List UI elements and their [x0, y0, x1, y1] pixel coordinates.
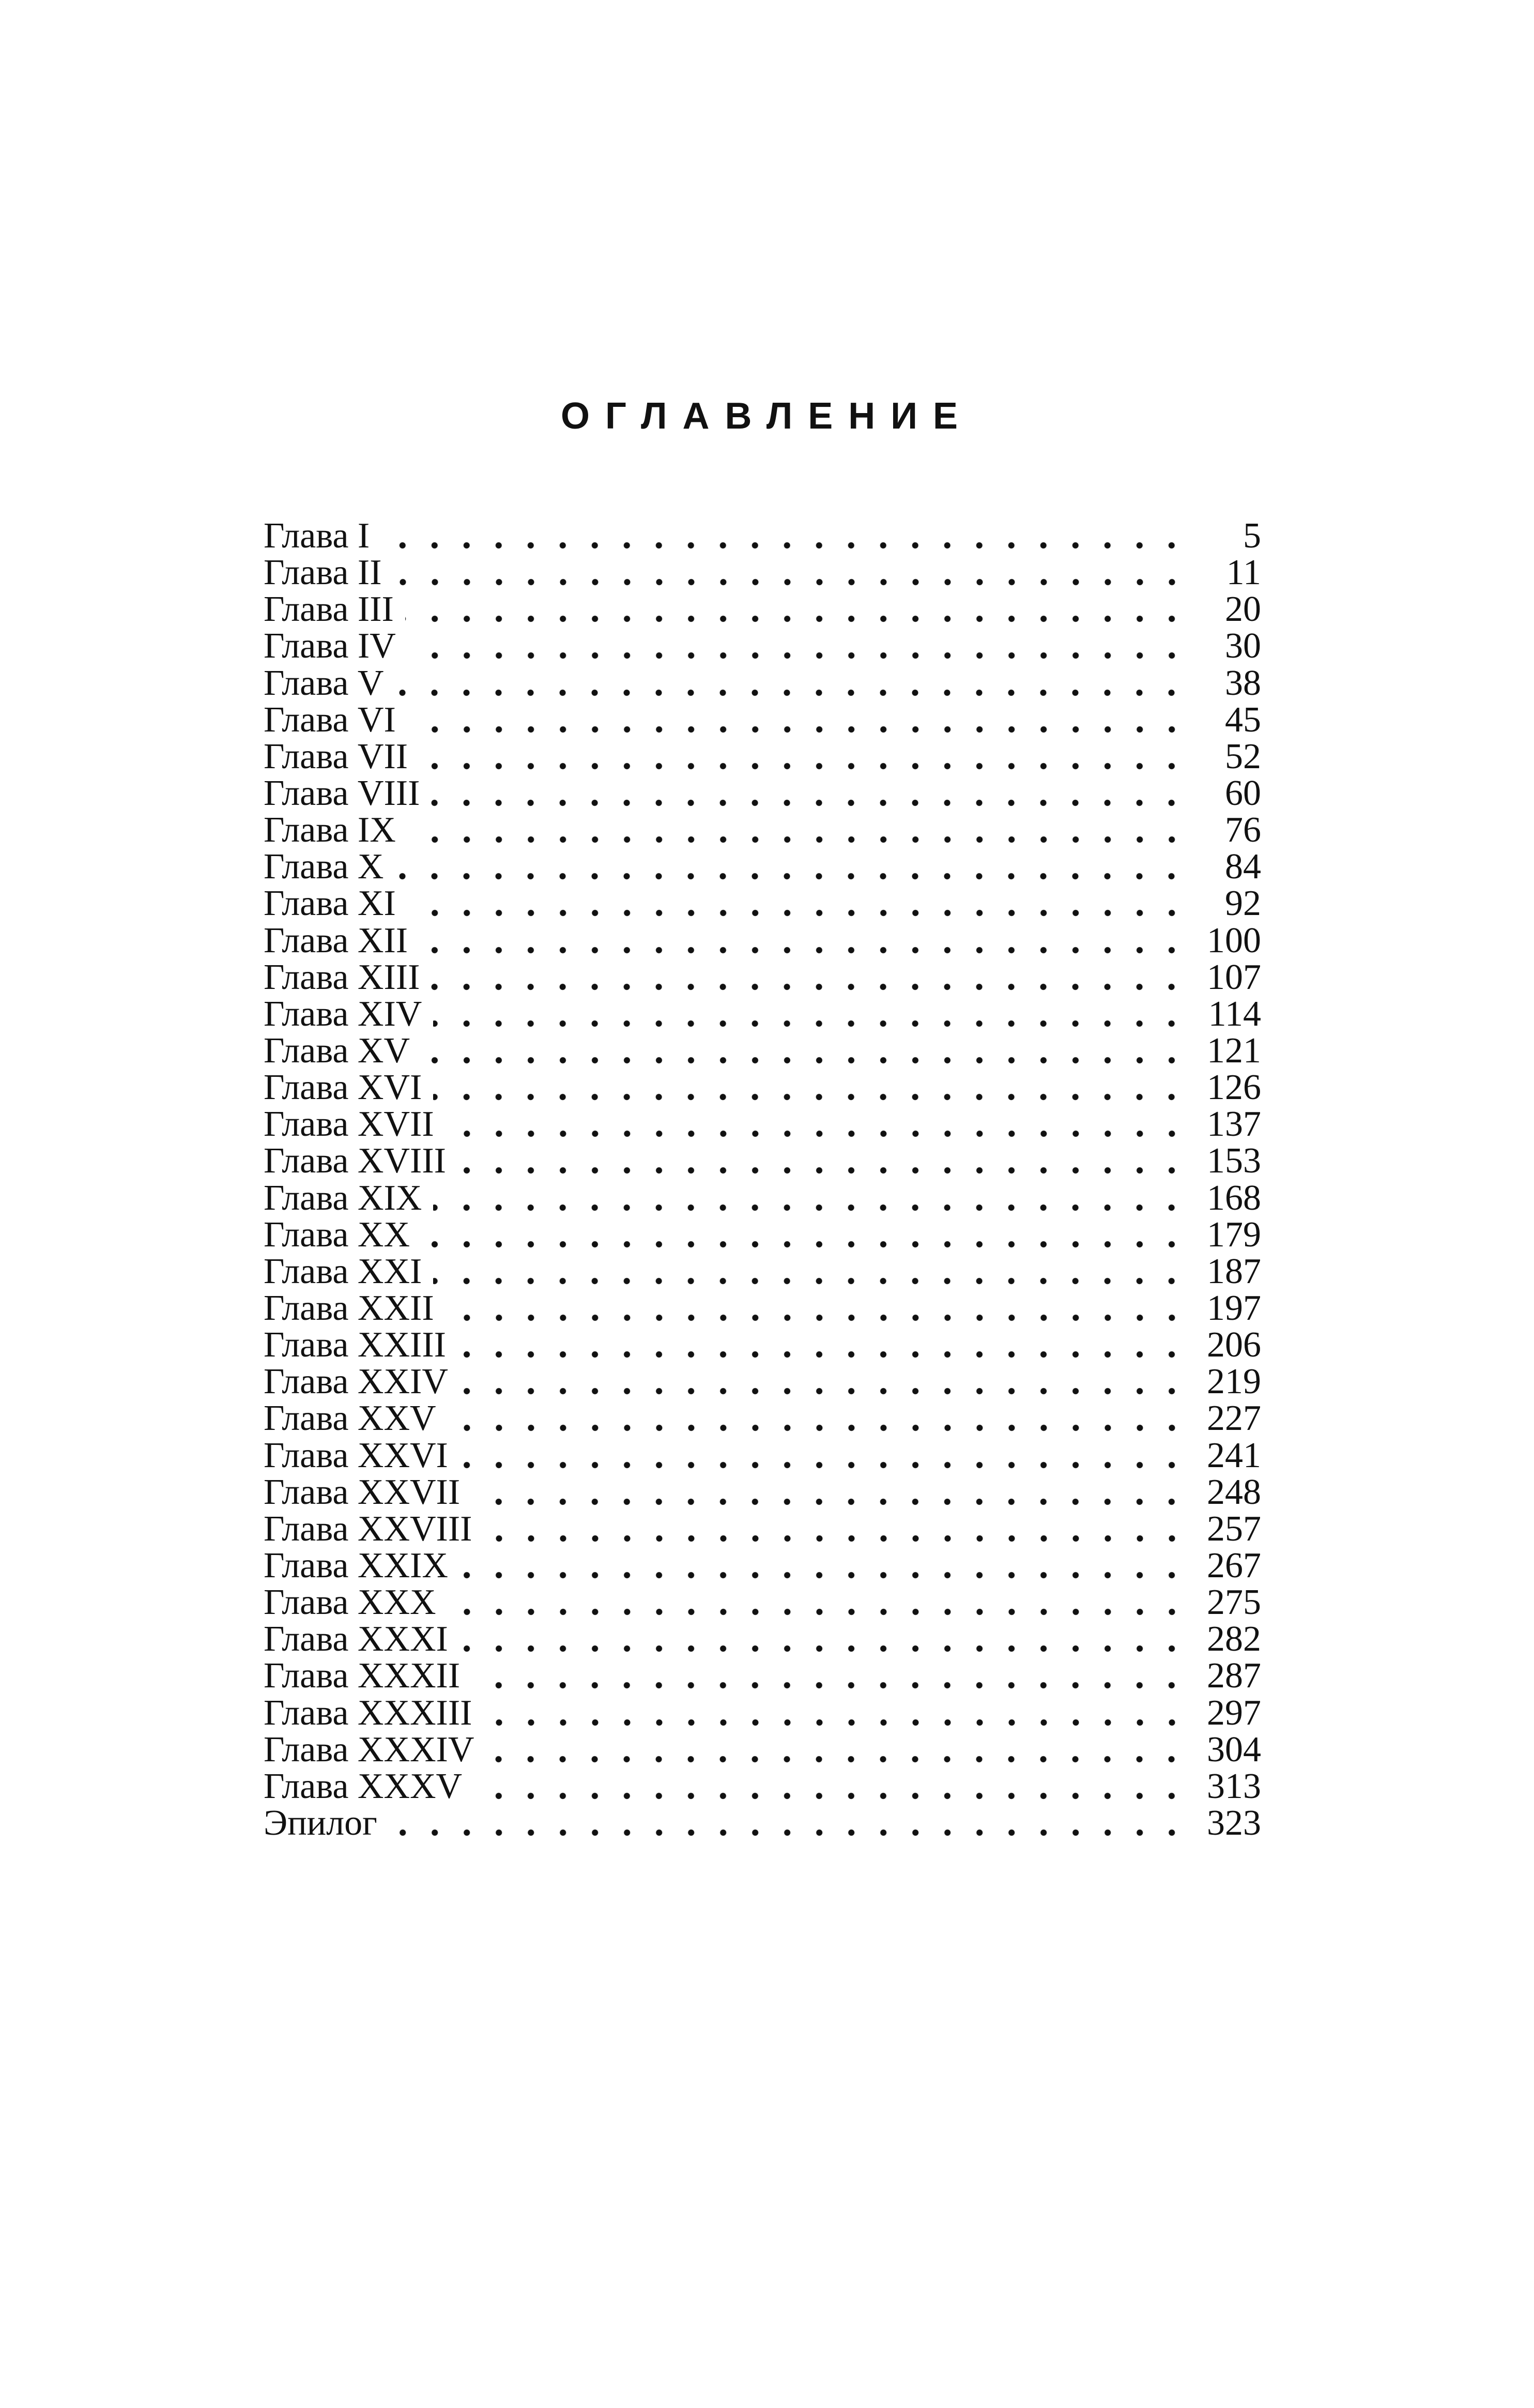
toc-entry-label: Глава XXXI — [264, 1619, 448, 1659]
toc-entry-label: Глава XVII — [264, 1104, 434, 1145]
dot-leader — [484, 1534, 1188, 1543]
toc-entry-label: Глава V — [264, 663, 384, 703]
toc-entry-label: Глава XXXIV — [264, 1729, 474, 1770]
toc-entry-page: 60 — [1225, 773, 1261, 813]
toc-entry[interactable] — [264, 1327, 1261, 1363]
toc-entry-label: Глава XXV — [264, 1398, 436, 1439]
toc-entry-label: Глава XXIV — [264, 1362, 448, 1402]
toc-entry-label: Глава IX — [264, 810, 396, 850]
toc-entry-label: Глава XXVI — [264, 1435, 448, 1475]
toc-entry[interactable] — [264, 1658, 1261, 1694]
toc-entry-page: 45 — [1225, 699, 1261, 740]
dot-leader — [431, 982, 1188, 992]
toc-entry-page: 248 — [1207, 1472, 1261, 1512]
toc-entry-page: 323 — [1207, 1803, 1261, 1843]
toc-entry-page: 121 — [1207, 1030, 1261, 1071]
dot-leader — [421, 1056, 1188, 1065]
toc-entry-page: 20 — [1225, 589, 1261, 630]
toc-entry-page: 107 — [1207, 957, 1261, 997]
toc-entry-label: Глава II — [264, 553, 382, 593]
toc-entry-label: Глава XVIII — [264, 1141, 446, 1181]
toc-entry-page: 227 — [1207, 1398, 1261, 1439]
dot-leader — [405, 614, 1188, 623]
toc-entry-page: 168 — [1207, 1178, 1261, 1218]
toc-entry[interactable] — [264, 996, 1261, 1032]
toc-entry-label: Глава XXII — [264, 1288, 434, 1328]
toc-entry[interactable] — [264, 665, 1261, 702]
toc-entry-page: 11 — [1226, 553, 1261, 593]
dot-leader — [431, 798, 1188, 807]
toc-entry[interactable] — [264, 1805, 1261, 1841]
dot-leader — [471, 1497, 1188, 1506]
toc-entry[interactable] — [264, 883, 1261, 924]
dot-leader — [473, 1791, 1188, 1801]
toc-entry[interactable] — [264, 1729, 1261, 1770]
toc-entry-label: Глава XIV — [264, 994, 422, 1034]
toc-entry-page: 257 — [1207, 1508, 1261, 1549]
toc-entry-page: 206 — [1207, 1325, 1261, 1365]
dot-leader — [459, 1644, 1188, 1653]
toc-entry-label: Глава III — [264, 589, 394, 630]
toc-entry[interactable] — [264, 555, 1261, 591]
toc-entry[interactable] — [264, 1070, 1261, 1106]
toc-entry-label: Эпилог — [264, 1803, 377, 1843]
toc-entry-label: Глава XI — [264, 883, 396, 924]
toc-entry-page: 287 — [1207, 1656, 1261, 1696]
toc-entry[interactable] — [264, 775, 1261, 812]
dot-leader — [407, 725, 1188, 734]
toc-entry-label: Глава XXIII — [264, 1325, 446, 1365]
toc-entry[interactable] — [264, 959, 1261, 996]
toc-entry-page: 304 — [1207, 1729, 1261, 1770]
toc-entry-page: 126 — [1207, 1068, 1261, 1108]
toc-entry-label: Глава X — [264, 847, 384, 887]
dot-leader — [484, 1718, 1188, 1727]
toc-entry-page: 275 — [1207, 1582, 1261, 1623]
toc-entry[interactable] — [264, 591, 1261, 628]
toc-entry-page: 153 — [1207, 1141, 1261, 1181]
dot-leader — [419, 946, 1188, 955]
toc-entry-label: Глава XX — [264, 1214, 410, 1255]
toc-entry-label: Глава XV — [264, 1030, 410, 1071]
dot-leader — [433, 1019, 1188, 1028]
toc-entry-label: Глава XXVIII — [264, 1508, 472, 1549]
dot-leader — [457, 1166, 1188, 1175]
toc-entry[interactable] — [264, 628, 1261, 664]
toc-entry[interactable] — [264, 518, 1261, 554]
dot-leader — [421, 1240, 1188, 1249]
toc-entry-page: 84 — [1225, 847, 1261, 887]
toc-entry-page: 282 — [1207, 1619, 1261, 1659]
toc-entry-page: 5 — [1243, 516, 1261, 556]
dot-leader — [448, 1607, 1188, 1617]
toc-entry[interactable] — [264, 1621, 1261, 1657]
toc-entry-label: Глава XXXIII — [264, 1693, 472, 1733]
toc-entry-label: Глава XXI — [264, 1251, 422, 1291]
toc-entry[interactable] — [264, 1214, 1261, 1255]
toc-entry-label: Глава XII — [264, 920, 408, 961]
toc-entry[interactable] — [264, 1030, 1261, 1071]
toc-entry-page: 92 — [1225, 883, 1261, 924]
dot-leader — [459, 1460, 1188, 1470]
toc-entry-page: 100 — [1207, 920, 1261, 961]
toc-entry-label: Глава XXVII — [264, 1472, 461, 1512]
toc-entry-label: Глава XXXV — [264, 1766, 463, 1806]
toc-entry-label: Глава XVI — [264, 1068, 422, 1108]
dot-leader — [459, 1386, 1188, 1396]
toc-entry-label: Глава XXXII — [264, 1656, 461, 1696]
toc-entry-page: 219 — [1207, 1362, 1261, 1402]
table-of-contents — [264, 518, 1261, 1841]
dot-leader — [433, 1092, 1188, 1102]
dot-leader — [407, 651, 1188, 660]
toc-entry-label: Глава IV — [264, 626, 396, 666]
dot-leader — [446, 1129, 1188, 1138]
toc-entry-label: Глава XIII — [264, 957, 420, 997]
toc-entry-page: 187 — [1207, 1251, 1261, 1291]
toc-entry[interactable] — [264, 1695, 1261, 1731]
toc-entry[interactable] — [264, 920, 1261, 961]
dot-leader — [459, 1571, 1188, 1580]
dot-leader — [407, 835, 1188, 844]
dot-leader — [395, 688, 1188, 697]
toc-entry-page: 137 — [1207, 1104, 1261, 1145]
toc-entry-label: Глава XXIX — [264, 1545, 448, 1586]
dot-leader — [395, 872, 1188, 881]
toc-entry[interactable] — [264, 1508, 1261, 1549]
toc-entry-page: 297 — [1207, 1693, 1261, 1733]
toc-entry[interactable] — [264, 736, 1261, 776]
toc-entry[interactable] — [264, 1180, 1261, 1216]
dot-leader — [407, 908, 1188, 918]
toc-entry-page: 197 — [1207, 1288, 1261, 1328]
toc-entry-page: 52 — [1225, 736, 1261, 776]
toc-entry[interactable] — [264, 1545, 1261, 1586]
toc-entry-label: Глава XXX — [264, 1582, 436, 1623]
toc-entry-page: 241 — [1207, 1435, 1261, 1475]
dot-leader — [433, 1276, 1188, 1286]
toc-entry[interactable] — [264, 1290, 1261, 1327]
dot-leader — [485, 1755, 1188, 1764]
dot-leader — [419, 761, 1188, 771]
toc-entry[interactable] — [264, 1435, 1261, 1475]
dot-leader — [448, 1423, 1188, 1432]
toc-entry[interactable] — [264, 1143, 1261, 1179]
dot-leader — [446, 1313, 1188, 1322]
toc-entry-page: 38 — [1225, 663, 1261, 703]
toc-entry-page: 30 — [1225, 626, 1261, 666]
dot-leader — [457, 1350, 1188, 1359]
toc-entry[interactable] — [264, 1364, 1261, 1400]
toc-entry[interactable] — [264, 1104, 1261, 1145]
toc-entry-label: Глава VIII — [264, 773, 420, 813]
toc-entry-label: Глава I — [264, 516, 370, 556]
toc-entry-page: 114 — [1208, 994, 1261, 1034]
toc-entry[interactable] — [264, 812, 1261, 848]
toc-entry-page: 179 — [1207, 1214, 1261, 1255]
toc-entry-label: Глава VI — [264, 699, 396, 740]
toc-entry-page: 313 — [1207, 1766, 1261, 1806]
toc-entry[interactable] — [264, 1474, 1261, 1511]
toc-entry-page: 267 — [1207, 1545, 1261, 1586]
toc-entry[interactable] — [264, 1584, 1261, 1621]
toc-entry-page: 76 — [1225, 810, 1261, 850]
toc-entry[interactable] — [264, 1400, 1261, 1437]
toc-entry[interactable] — [264, 1766, 1261, 1806]
dot-leader — [389, 1828, 1188, 1837]
page-title: ОГЛАВЛЕНИЕ — [560, 395, 974, 437]
toc-entry[interactable] — [264, 699, 1261, 740]
dot-leader — [381, 541, 1188, 550]
toc-entry[interactable] — [264, 849, 1261, 885]
dot-leader — [433, 1203, 1188, 1212]
toc-entry-label: Глава VII — [264, 736, 408, 776]
dot-leader — [471, 1681, 1188, 1690]
toc-entry-label: Глава XIX — [264, 1178, 422, 1218]
toc-entry[interactable] — [264, 1251, 1261, 1291]
dot-leader — [393, 577, 1188, 587]
